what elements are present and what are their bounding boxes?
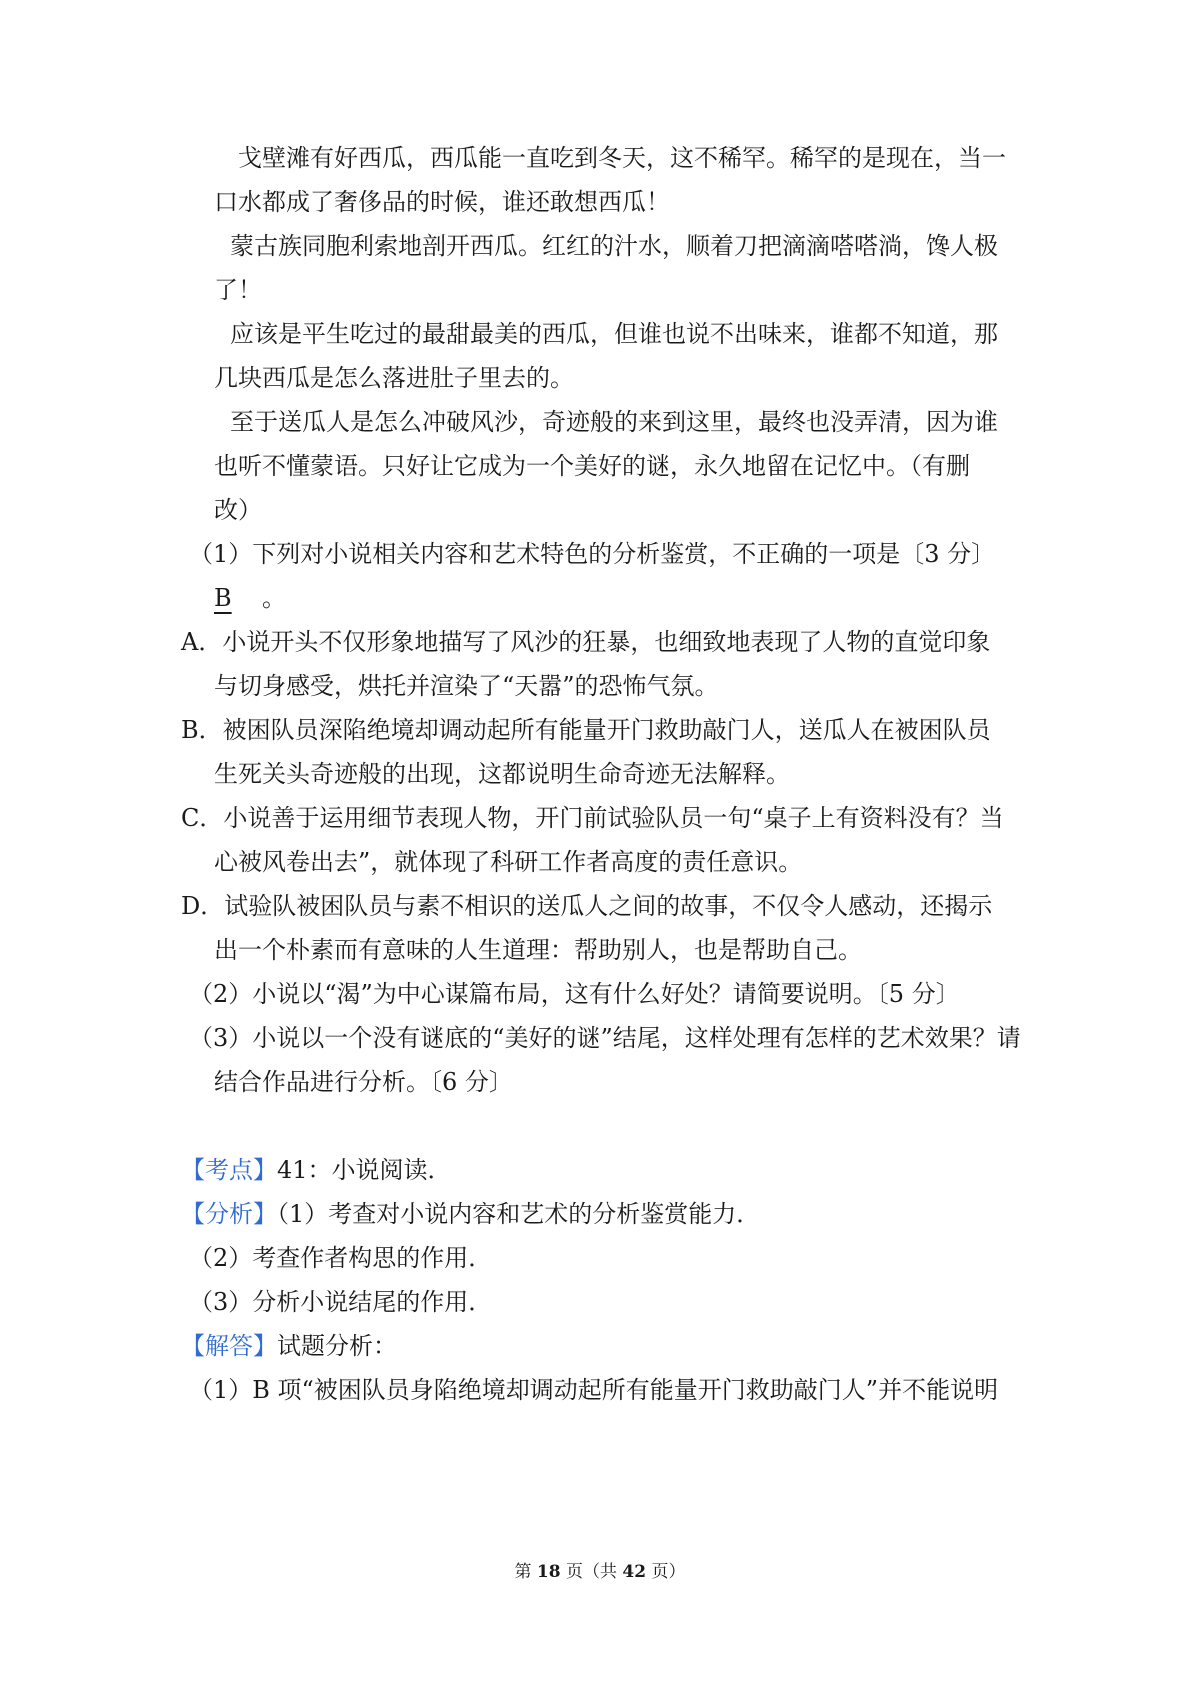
footer-prefix: 第	[514, 1562, 532, 1582]
kaodian-line	[181, 1154, 452, 1186]
fenxi-label: 【分析】	[181, 1200, 277, 1228]
story-paragraph-4-line-3: 改）	[214, 496, 262, 524]
question-3-line-2: 结合作品进行分析。〔6 分〕	[214, 1068, 513, 1096]
footer-mid: 页（共	[566, 1562, 617, 1582]
fenxi-line	[181, 1198, 760, 1230]
option-b-line-1: B．被困队员深陷绝境却调动起所有能量开门救助敲门人，送瓜人在被困队员	[181, 716, 991, 744]
option-d-line-1: D．试验队被困队员与素不相识的送瓜人之间的故事，不仅令人感动，还揭示	[181, 892, 993, 920]
option-a-line-1: A．小说开头不仅形象地描写了风沙的狂暴，也细致地表现了人物的直觉印象	[181, 628, 991, 656]
question-2: （2）小说以“渴”为中心谋篇布局，这有什么好处？请简要说明。〔5 分〕	[189, 980, 960, 1008]
story-paragraph-3-line-2: 几块西瓜是怎么落进肚子里去的。	[214, 364, 574, 392]
option-d-line-2: 出一个朴素而有意味的人生道理：帮助别人，也是帮助自己。	[214, 936, 862, 964]
story-paragraph-4-line-2: 也听不懂蒙语。只好让它成为一个美好的谜，永久地留在记忆中。（有删	[214, 452, 970, 480]
story-paragraph-4-line-1: 至于送瓜人是怎么冲破风沙，奇迹般的来到这里，最终也没弄清，因为谁	[230, 408, 998, 436]
question-3-line-1: （3）小说以一个没有谜底的“美好的谜”结尾，这样处理有怎样的艺术效果？请	[189, 1024, 1021, 1052]
fenxi-text: （1）考查对小说内容和艺术的分析鉴赏能力．	[277, 1200, 761, 1228]
option-c-line-2: 心被风卷出去”，就体现了科研工作者高度的责任意识。	[214, 848, 803, 876]
story-paragraph-3-line-1: 应该是平生吃过的最甜最美的西瓜，但谁也说不出味来，谁都不知道，那	[230, 320, 998, 348]
fenxi-item-3: （3）分析小说结尾的作用．	[189, 1288, 493, 1316]
kaodian-text: 41：小说阅读．	[277, 1156, 452, 1184]
story-paragraph-1-line-1: 戈壁滩有好西瓜，西瓜能一直吃到冬天，这不稀罕。稀罕的是现在，当一	[238, 144, 1006, 172]
page-footer	[0, 1560, 1200, 1584]
footer-suffix: 页）	[651, 1562, 686, 1582]
fenxi-item-2: （2）考查作者构思的作用．	[189, 1244, 493, 1272]
jieda-item-1: （1）B 项“被困队员身陷绝境却调动起所有能量开门救助敲门人”并不能说明	[189, 1376, 999, 1404]
story-paragraph-2-line-1: 蒙古族同胞利索地剖开西瓜。红红的汁水，顺着刀把滴滴嗒嗒淌，馋人极	[230, 232, 998, 260]
kaodian-label: 【考点】	[181, 1156, 277, 1184]
question-1-answer: B	[214, 584, 232, 612]
jieda-line	[181, 1330, 397, 1362]
question-1-stem: （1）下列对小说相关内容和艺术特色的分析鉴赏，不正确的一项是〔3 分〕	[189, 540, 996, 568]
option-c-line-1: C．小说善于运用细节表现人物，开门前试验队员一句“桌子上有资料没有？当	[181, 804, 1004, 832]
footer-total-pages: 42	[622, 1562, 647, 1582]
option-a-line-2: 与切身感受，烘托并渲染了“天嚣”的恐怖气氛。	[214, 672, 719, 700]
story-paragraph-1-line-2: 口水都成了奢侈品的时候，谁还敢想西瓜！	[214, 188, 670, 216]
jieda-label: 【解答】	[181, 1332, 277, 1360]
option-b-line-2: 生死关头奇迹般的出现，这都说明生命奇迹无法解释。	[214, 760, 790, 788]
footer-page-number: 18	[536, 1562, 561, 1582]
question-1-answer-tail: 。	[262, 584, 286, 612]
question-1-answer-line	[214, 582, 286, 614]
jieda-text: 试题分析：	[277, 1332, 397, 1360]
story-paragraph-2-line-2: 了！	[214, 276, 262, 304]
